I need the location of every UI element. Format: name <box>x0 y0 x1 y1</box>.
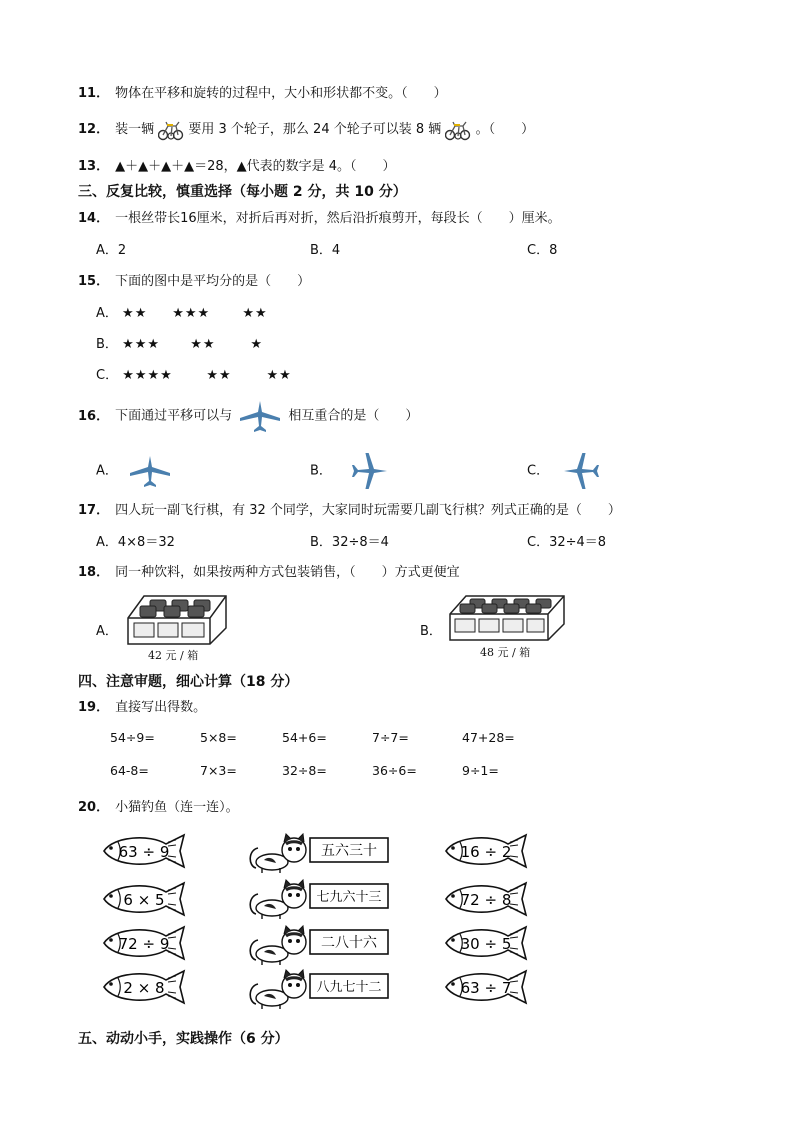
cat-3[interactable] <box>246 922 392 970</box>
star-group: ★★ <box>122 306 148 321</box>
cat-1[interactable] <box>246 830 392 878</box>
cat-card-text: 二八十六 <box>321 935 377 951</box>
question-16 <box>78 398 418 434</box>
airplane-icon <box>342 453 392 489</box>
calc-item[interactable]: 7÷7= <box>372 730 409 745</box>
option-a[interactable] <box>96 453 172 489</box>
price-label: 42 元 / 箱 <box>148 649 199 662</box>
star-group: ★★★ <box>122 337 161 352</box>
question-number: 12． <box>78 122 110 137</box>
option-a-label[interactable]: A． <box>96 624 118 639</box>
option-label: B． <box>310 463 332 479</box>
fish-expression: 2 × 8 <box>123 979 165 997</box>
option-label: C． <box>527 463 550 479</box>
fish-expression: 16 ÷ 2 <box>460 843 512 861</box>
fish-left-3[interactable] <box>100 924 190 966</box>
option-a[interactable]: A．4×8＝32 <box>96 535 175 550</box>
star-group: ★★ <box>190 337 216 352</box>
star-group: ★★ <box>266 368 292 383</box>
option-c[interactable] <box>527 453 609 489</box>
calc-item[interactable]: 47+28= <box>462 730 515 745</box>
question-text-post: 。（ ） <box>475 122 535 137</box>
drink-box-eight-pack <box>448 592 568 646</box>
question-text: 四人玩一副飞行棋，有 32 个同学，大家同时玩需要几副飞行棋？列式正确的是（ ） <box>115 503 621 518</box>
section-3-heading: 三、反复比较，慎重选择（每小题 2 分，共 10 分） <box>78 184 407 200</box>
fish-right-4[interactable] <box>442 968 532 1010</box>
section-5-heading: 五、动动小手，实践操作（6 分） <box>78 1031 289 1047</box>
fish-expression: 63 ÷ 9 <box>118 843 170 861</box>
star-group: ★★ <box>242 306 268 321</box>
option-label: A． <box>96 306 118 321</box>
option-label: A． <box>96 463 118 479</box>
calc-item[interactable]: 36÷6= <box>372 763 417 778</box>
option-b[interactable]: B．4 <box>310 243 341 258</box>
question-12 <box>78 118 534 141</box>
star-group: ★★ <box>206 368 232 383</box>
fish-left-2[interactable] <box>100 880 190 922</box>
question-15 <box>78 270 310 289</box>
question-number: 20． <box>78 800 110 815</box>
question-text: ▲＋▲＋▲＋▲＝28，▲代表的数字是 4。（ ） <box>115 159 396 174</box>
question-text: 下面的图中是平均分的是（ ） <box>115 274 311 289</box>
question-number: 18． <box>78 565 110 580</box>
option-c[interactable]: C．32÷4＝8 <box>527 535 607 550</box>
cat-card-text: 七九六十三 <box>316 890 382 905</box>
question-number: 13． <box>78 159 110 174</box>
option-c[interactable] <box>96 364 292 383</box>
star-group: ★ <box>250 337 263 352</box>
price-label: 48 元 / 箱 <box>480 646 531 659</box>
fish-expression: 30 ÷ 5 <box>460 935 512 953</box>
star-group: ★★★ <box>172 306 211 321</box>
cat-2[interactable] <box>246 876 392 924</box>
tricycle-icon <box>158 119 184 141</box>
question-14 <box>78 207 561 226</box>
question-18 <box>78 561 460 580</box>
option-b-label[interactable]: B． <box>420 624 442 639</box>
cat-card-text: 八九七十二 <box>316 980 382 995</box>
calc-item[interactable]: 54÷9= <box>110 730 155 745</box>
option-b[interactable] <box>310 453 392 489</box>
question-number: 17． <box>78 503 110 518</box>
airplane-icon <box>238 398 282 434</box>
option-label: B． <box>96 337 118 352</box>
fish-expression: 63 ÷ 7 <box>460 979 512 997</box>
question-13 <box>78 155 396 174</box>
fish-left-1[interactable] <box>100 832 190 874</box>
option-c[interactable]: C．8 <box>527 243 558 258</box>
tricycle-icon <box>445 119 471 141</box>
question-text-mid: 要用 3 个轮子，那么 24 个轮子可以装 8 辆 <box>188 122 442 137</box>
fish-expression: 72 ÷ 8 <box>460 891 512 909</box>
question-text: 直接写出得数。 <box>115 700 207 715</box>
question-text: 同一种饮料，如果按两种方式包装销售，（ ）方式更便宜 <box>115 565 460 580</box>
calc-item[interactable]: 5×8= <box>200 730 237 745</box>
fish-left-4[interactable] <box>100 968 190 1010</box>
calc-item[interactable]: 32÷8= <box>282 763 327 778</box>
cat-card-text: 五六三十 <box>321 843 377 859</box>
calc-item[interactable]: 64-8= <box>110 763 149 778</box>
section-4-heading: 四、注意审题，细心计算（18 分） <box>78 674 299 690</box>
question-20 <box>78 796 239 815</box>
question-19 <box>78 696 206 715</box>
question-text-post: 相互重合的是（ ） <box>288 408 419 424</box>
question-text: 物体在平移和旋转的过程中，大小和形状都不变。（ ） <box>115 86 447 101</box>
fish-right-1[interactable] <box>442 832 532 874</box>
option-b[interactable]: B．32÷8＝4 <box>310 535 389 550</box>
airplane-icon <box>559 453 609 489</box>
question-text-pre: 下面通过平移可以与 <box>115 408 233 424</box>
option-b[interactable] <box>96 333 263 352</box>
question-17 <box>78 499 621 518</box>
question-number: 16． <box>78 408 110 424</box>
airplane-icon <box>128 453 172 489</box>
question-text-pre: 装一辆 <box>115 122 155 137</box>
question-text: 一根丝带长16厘米，对折后再对折，然后沿折痕剪开，每段长（ ）厘米。 <box>115 211 561 226</box>
star-group: ★★★★ <box>122 368 173 383</box>
fish-right-2[interactable] <box>442 880 532 922</box>
drink-box-six-pack <box>126 592 230 650</box>
cat-4[interactable] <box>246 966 392 1014</box>
option-a[interactable] <box>96 302 268 321</box>
question-text: 小猫钓鱼（连一连）。 <box>115 800 239 815</box>
fish-expression: 6 × 5 <box>123 891 165 909</box>
fish-right-3[interactable] <box>442 924 532 966</box>
option-label: C． <box>96 368 119 383</box>
fish-expression: 72 ÷ 9 <box>118 935 170 953</box>
calc-item[interactable]: 54+6= <box>282 730 327 745</box>
question-number: 14． <box>78 211 110 226</box>
question-11 <box>78 82 447 101</box>
question-number: 11． <box>78 86 110 101</box>
calc-item[interactable]: 9÷1= <box>462 763 499 778</box>
option-a[interactable]: A．2 <box>96 243 127 258</box>
question-number: 19． <box>78 700 110 715</box>
calc-item[interactable]: 7×3= <box>200 763 237 778</box>
question-number: 15． <box>78 274 110 289</box>
